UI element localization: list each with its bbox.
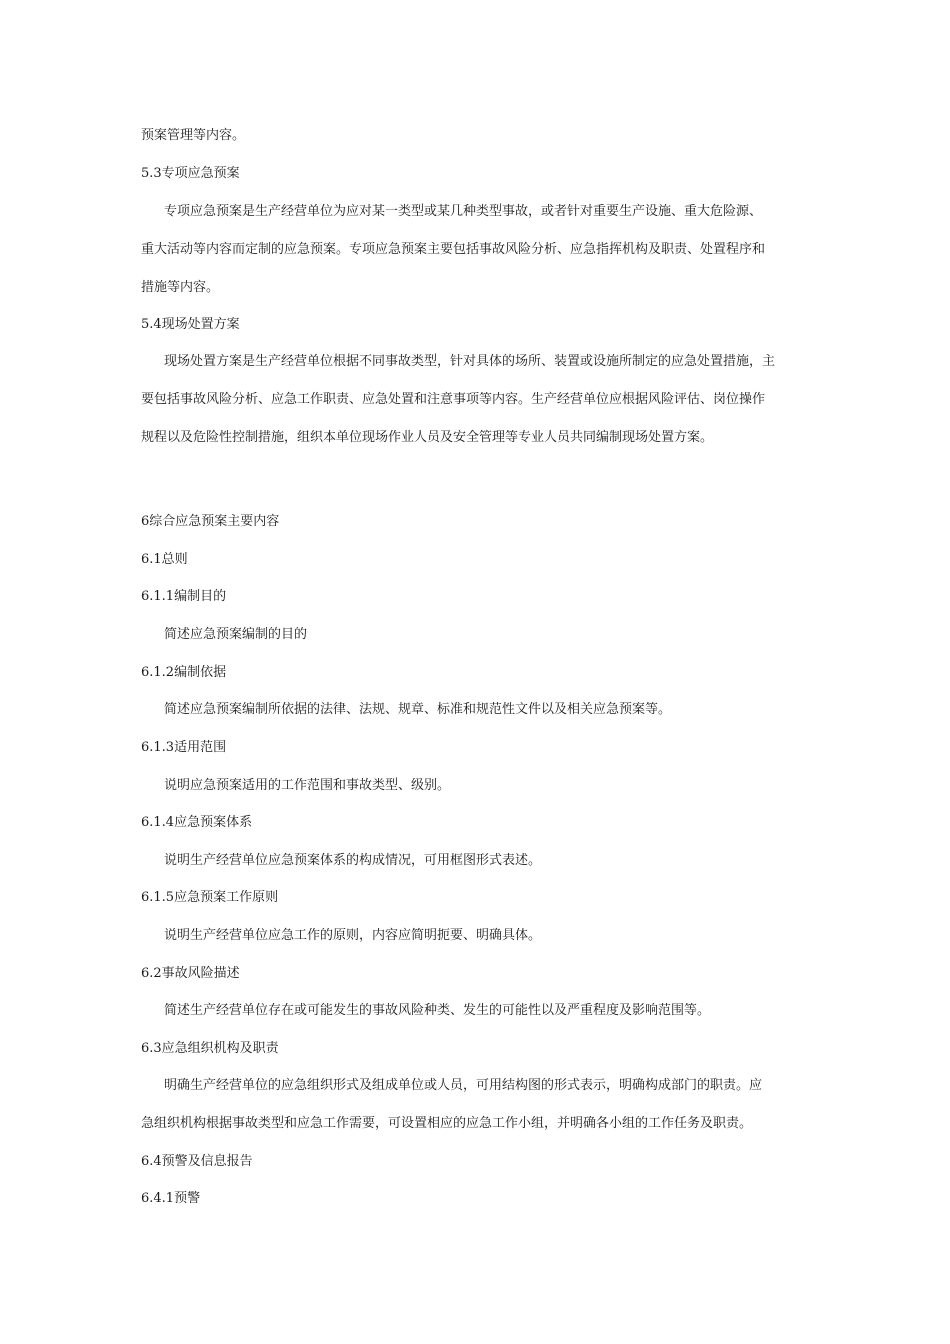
paragraph-6-1-5: 说明生产经营单位应急工作的原则，内容应简明扼要、明确具体。 [164, 928, 542, 943]
paragraph-5-4-line-1: 现场处置方案是生产经营单位根据不同事故类型，针对具体的场所、装置或设施所制定的应急处置措施，主 [164, 354, 776, 369]
section-heading-5-3: 5.3专项应急预案 [141, 166, 240, 181]
paragraph-5-4-line-3: 规程以及危险性控制措施，组织本单位现场作业人员及安全管理等专业人员共同编制现场处置方案。 [141, 430, 714, 445]
section-heading-6-4: 6.4预警及信息报告 [141, 1154, 253, 1169]
paragraph-5-3-line-2: 重大活动等内容而定制的应急预案。专项应急预案主要包括事故风险分析、应急指挥机构及职责、处置程序和 [141, 242, 766, 257]
section-heading-6-4-1: 6.4.1预警 [141, 1191, 201, 1206]
paragraph-5-3-line-3: 措施等内容。 [141, 280, 220, 295]
section-heading-6-2: 6.2事故风险描述 [141, 966, 240, 981]
section-heading-6-3: 6.3应急组织机构及职责 [141, 1041, 279, 1056]
paragraph-6-1-2: 简述应急预案编制所依据的法律、法规、规章、标准和规范性文件以及相关应急预案等。 [164, 702, 672, 717]
paragraph-5-4-line-2: 要包括事故风险分析、应急工作职责、应急处置和注意事项等内容。生产经营单位应根据风险评估、岗位操作 [141, 392, 766, 407]
paragraph-6-1-4: 说明生产经营单位应急预案体系的构成情况，可用框图形式表述。 [164, 853, 542, 868]
paragraph-5-3-line-1: 专项应急预案是生产经营单位为应对某一类型或某几种类型事故，或者针对重要生产设施、重大危险源、 [164, 204, 763, 219]
section-heading-6-1-2: 6.1.2编制依据 [141, 665, 227, 680]
paragraph-6-2: 简述生产经营单位存在或可能发生的事故风险种类、发生的可能性以及严重程度及影响范围等。 [164, 1003, 711, 1018]
section-heading-5-4: 5.4现场处置方案 [141, 317, 240, 332]
chapter-heading-6: 6综合应急预案主要内容 [141, 514, 280, 529]
section-heading-6-1-4: 6.1.4应急预案体系 [141, 815, 253, 830]
paragraph-6-1-1: 简述应急预案编制的目的 [164, 627, 308, 642]
paragraph-6-3-line-2: 急组织机构根据事故类型和应急工作需要，可设置相应的应急工作小组，并明确各小组的工作任务及职责。 [141, 1116, 753, 1131]
section-heading-6-1: 6.1总则 [141, 552, 188, 567]
section-heading-6-1-3: 6.1.3适用范围 [141, 740, 227, 755]
section-heading-6-1-1: 6.1.1编制目的 [141, 589, 227, 604]
paragraph-continuation: 预案管理等内容。 [141, 128, 246, 143]
paragraph-6-1-3: 说明应急预案适用的工作范围和事故类型、级别。 [164, 778, 451, 793]
section-heading-6-1-5: 6.1.5应急预案工作原则 [141, 890, 279, 905]
paragraph-6-3-line-1: 明确生产经营单位的应急组织形式及组成单位或人员，可用结构图的形式表示，明确构成部门的职责。应 [164, 1078, 763, 1093]
